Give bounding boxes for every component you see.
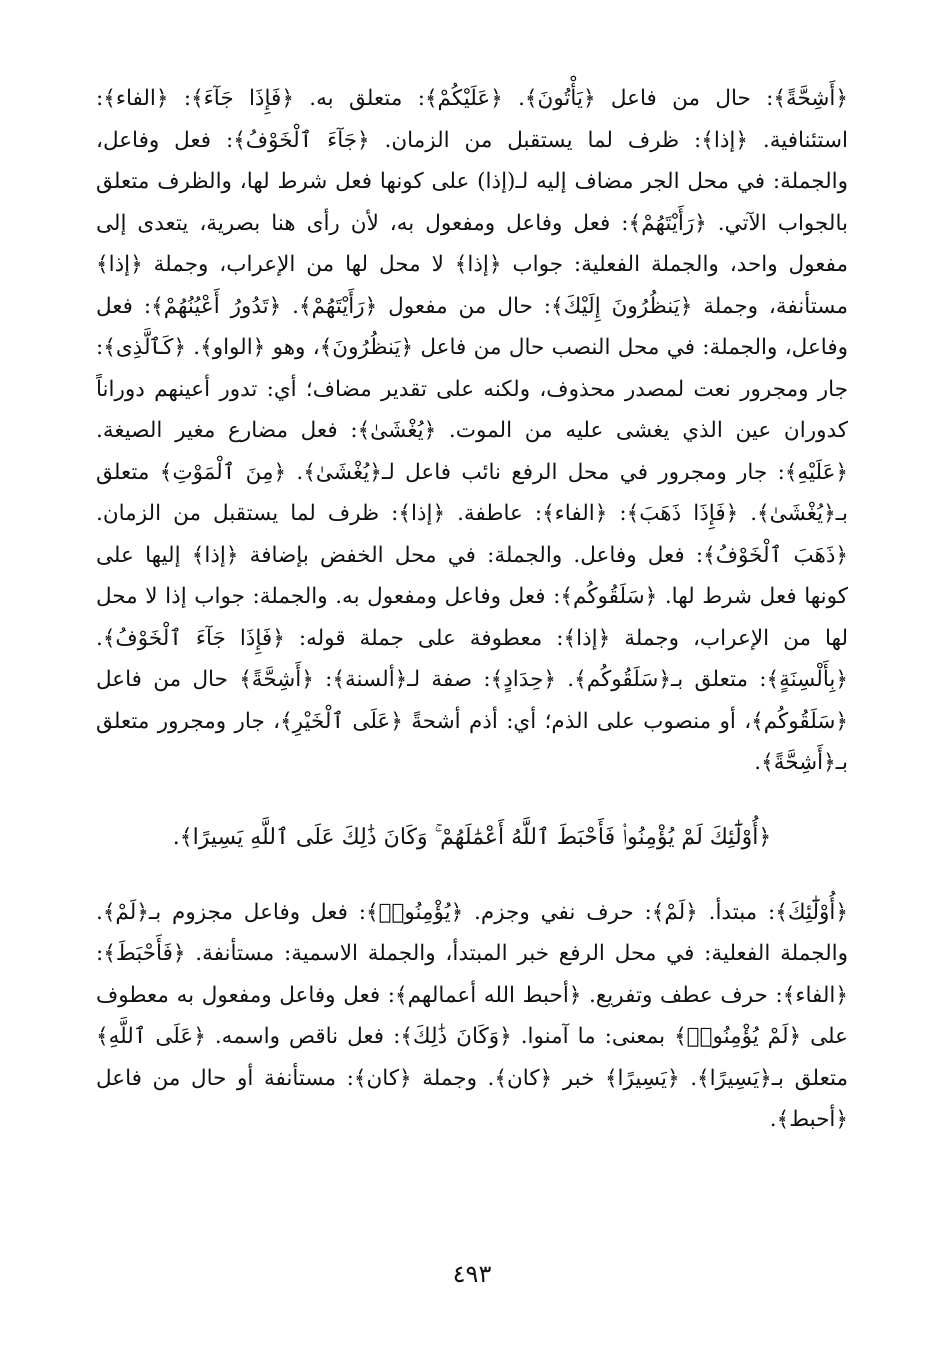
commentary-paragraph-2: ﴿أُوْلَٰٓئِكَ﴾: مبتدأ. ﴿لَمْ﴾: حرف نفي وجزم. ﴿يُؤْمِنُوا۟﴾: فعل وفاعل مجزوم بـ﴿لَمْ﴾. والجملة الفعلية: في محل الرفع خبر المبتدأ، والجملة الاسمية: مستأنفة. ﴿فَأَحْبَطَ﴾: ﴿الفاء﴾: حرف عطف وتفريع. ﴿أحبط الله أعمالهم﴾: فعل وفاعل ومفعول به معطوف على ﴿لَمْ يُؤْمِنُوا۟﴾ بمعنى: ما آمنوا. ﴿وَكَانَ ذَٰلِكَ﴾: فعل ناقص واسمه. ﴿عَلَى ٱللَّهِ﴾ متعلق بـ﴿يَسِيرًا﴾. ﴿يَسِيرًا﴾ خبر ﴿كان﴾. وجملة ﴿كان﴾: مستأنفة أو حال من فاعل ﴿أحبط﴾.	[96, 899, 848, 1132]
quran-verse: ﴿أُوْلَٰٓئِكَ لَمْ يُؤْمِنُوا۟ فَأَحْبَطَ ٱللَّهُ أَعْمَٰلَهُمْ ۚ وَكَانَ ذَٰلِكَ عَلَى ٱللَّهِ يَسِيرًا﴾.	[172, 824, 772, 850]
page-number: ٤٩٣	[452, 1260, 492, 1288]
commentary-paragraph-1: ﴿أَشِحَّةً﴾: حال من فاعل ﴿يَأْتُونَ﴾. ﴿عَلَيْكُمْ﴾: متعلق به. ﴿فَإِذَا جَآءَ﴾: ﴿الفاء﴾: استئنافية. ﴿إذا﴾: ظرف لما يستقبل من الزمان. ﴿جَآءَ ٱلْخَوْفُ﴾: فعل وفاعل، والجملة: في محل الجر مضاف إليه لـ(إذا) على كونها فعل شرط لها، والظرف متعلق بالجواب الآتي. ﴿رَأَيْتَهُمْ﴾: فعل وفاعل ومفعول به، لأن رأى هنا بصرية، يتعدى إلى مفعول واحد، والجملة الفعلية: جواب ﴿إذا﴾ لا محل لها من الإعراب، وجملة ﴿إذا﴾ مستأنفة، وجملة ﴿يَنظُرُونَ إِلَيْكَ﴾: حال من مفعول ﴿رَأَيْتَهُمْ﴾. ﴿تَدُورُ أَعْيُنُهُمْ﴾: فعل وفاعل، والجملة: في محل النصب حال من فاعل ﴿يَنظُرُونَ﴾، وهو ﴿الواو﴾. ﴿كَٱلَّذِى﴾: جار ومجرور نعت لمصدر محذوف، ولكنه على تقدير مضاف؛ أي: تدور أعينهم دوراناً كدوران عين الذي يغشى عليه من الموت. ﴿يُغْشَىٰ﴾: فعل مضارع مغير الصيغة. ﴿عَلَيْهِ﴾: جار ومجرور في محل الرفع نائب فاعل لـ﴿يُغْشَىٰ﴾. ﴿مِنَ ٱلْمَوْتِ﴾ متعلق بـ﴿يُغْشَىٰ﴾. ﴿فَإِذَا ذَهَبَ﴾: ﴿الفاء﴾: عاطفة. ﴿إذا﴾: ظرف لما يستقبل من الزمان. ﴿ذَهَبَ ٱلْخَوْفُ﴾: فعل وفاعل. والجملة: في محل الخفض بإضافة ﴿إذا﴾ إليها على كونها فعل شرط لها. ﴿سَلَقُوكُم﴾: فعل وفاعل ومفعول به. والجملة: جواب إذا لا محل لها من الإعراب، وجملة ﴿إذا﴾: معطوفة على جملة قوله: ﴿فَإِذَا جَآءَ ٱلْخَوْفُ﴾. ﴿بِأَلْسِنَةٍ﴾: متعلق بـ﴿سَلَقُوكُم﴾. ﴿حِدَادٍ﴾: صفة لـ﴿ألسنة﴾: ﴿أَشِحَّةً﴾ حال من فاعل ﴿سَلَقُوكُم﴾، أو منصوب على الذم؛ أي: أذم أشحةً ﴿عَلَى ٱلْخَيْرِ﴾، جار ومجرور متعلق بـ﴿أَشِحَّةً﴾.	[96, 86, 848, 775]
page-content	[96, 78, 848, 1141]
